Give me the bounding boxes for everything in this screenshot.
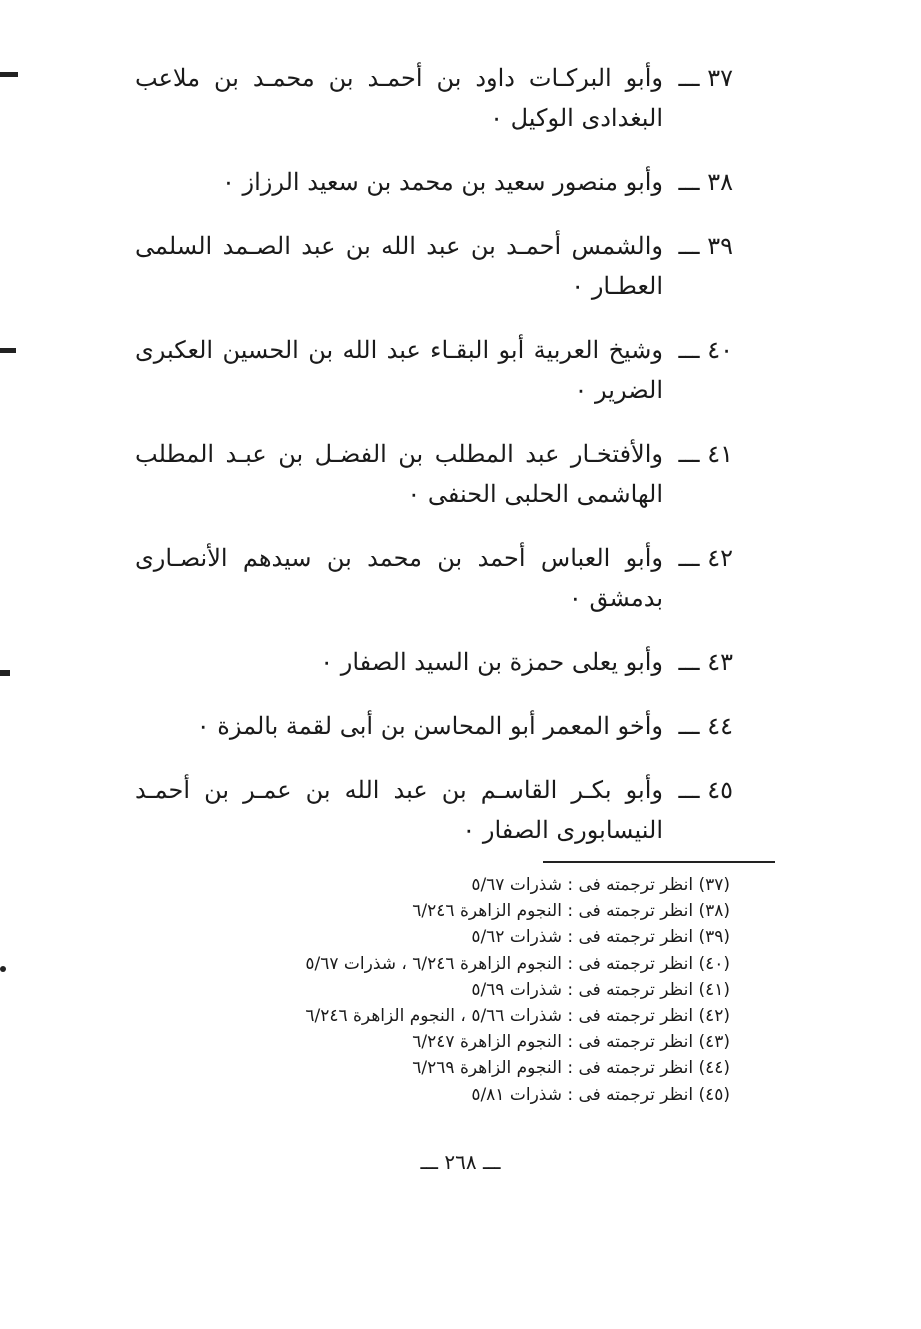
list-item	[135, 58, 733, 138]
list-item	[135, 434, 733, 514]
margin-mark	[0, 72, 18, 77]
entry-continuation: بدمشق ٠	[568, 584, 663, 612]
footnote: (٤٠) انظر ترجمته فى : النجوم الزاهرة ٦/٢٤٦ ، شذرات ٥/٦٧	[305, 953, 730, 974]
list-item	[135, 162, 733, 202]
entry-continuation: الهاشمى الحلبى الحنفى ٠	[407, 480, 663, 508]
footnote: (٣٨) انظر ترجمته فى : النجوم الزاهرة ٦/٢٤٦	[412, 901, 730, 922]
entry-text: والشمس أحمـد بن عبد الله بن عبد الصـمد السلمى	[135, 232, 663, 260]
entry-number: ٤٥ ـــ	[678, 776, 733, 804]
footnote: (٤٤) انظر ترجمته فى : النجوم الزاهرة ٦/٢٦٩	[412, 1058, 730, 1079]
entry-number: ٣٨ ـــ	[678, 168, 733, 196]
list-item	[135, 330, 733, 410]
list-item	[135, 706, 733, 746]
entry-continuation: النيسابورى الصفار ٠	[462, 816, 663, 844]
footnotes	[130, 872, 730, 1108]
entry-text: والأفتخـار عبد المطلب بن الفضـل بن عبـد المطلب	[135, 440, 663, 468]
footnote: (٤١) انظر ترجمته فى : شذرات ٥/٦٩	[471, 979, 730, 1000]
footnote: (٣٧) انظر ترجمته فى : شذرات ٥/٦٧	[471, 875, 730, 895]
entry-text: وأخو المعمر أبو المحاسن بن أبى لقمة بالمزة ٠	[196, 712, 663, 740]
entry-number: ٤٣ ـــ	[678, 648, 733, 676]
list-item	[135, 642, 733, 682]
entry-text: وأبو يعلى حمزة بن السيد الصفار ٠	[320, 648, 663, 676]
footnote: (٤٢) انظر ترجمته فى : شذرات ٥/٦٦ ، النجوم الزاهرة ٦/٢٤٦	[305, 1006, 730, 1027]
list-item	[135, 538, 733, 618]
entry-number: ٤٤ ـــ	[678, 712, 733, 740]
entry-number: ٣٩ ـــ	[678, 232, 733, 260]
page-number: ـــ ٢٦٨ ـــ	[420, 1150, 501, 1174]
entry-continuation: العطـار ٠	[571, 272, 663, 300]
margin-mark	[0, 348, 16, 353]
entry-number: ٤١ ـــ	[678, 440, 733, 468]
entry-text: وأبو العباس أحمد بن محمد بن سيدهم الأنصـارى	[135, 544, 663, 572]
margin-mark	[0, 670, 10, 676]
entry-number: ٤٢ ـــ	[678, 544, 733, 572]
entry-text: وأبو منصور سعيد بن محمد بن سعيد الرزاز ٠	[222, 168, 663, 196]
entry-continuation: البغدادى الوكيل ٠	[490, 104, 663, 132]
list-item	[135, 226, 733, 306]
footnote: (٤٣) انظر ترجمته فى : النجوم الزاهرة ٦/٢٤٧	[412, 1032, 730, 1053]
footnote-divider	[543, 861, 775, 863]
entry-continuation: الضرير ٠	[574, 376, 663, 404]
footnote: (٣٩) انظر ترجمته فى : شذرات ٥/٦٢	[471, 927, 730, 948]
biography-list	[135, 58, 733, 874]
entry-text: وأبو البركـات داود بن أحمـد بن محمـد بن ملاعب	[135, 64, 663, 92]
entry-number: ٣٧ ـــ	[678, 64, 733, 92]
entry-text: وأبو بكـر القاسـم بن عبد الله بن عمـر بن أحمـد	[135, 776, 663, 804]
list-item	[135, 770, 733, 850]
margin-mark	[0, 966, 6, 972]
entry-number: ٤٠ ـــ	[678, 336, 733, 364]
entry-text: وشيخ العربية أبو البقـاء عبد الله بن الحسين العكبرى	[135, 336, 663, 364]
footnote: (٤٥) انظر ترجمته فى : شذرات ٥/٨١	[471, 1084, 730, 1105]
